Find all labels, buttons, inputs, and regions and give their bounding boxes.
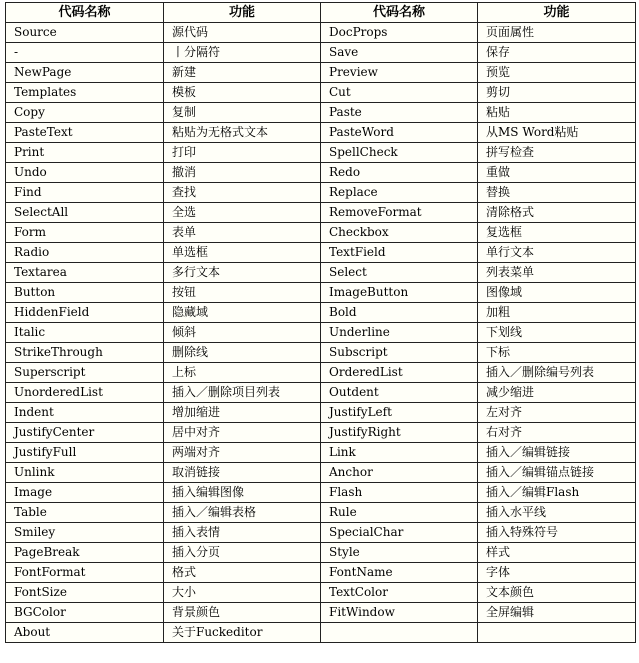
cell-code-name-right: Rule: [321, 503, 478, 523]
cell-function-right: 单行文本: [478, 243, 636, 263]
cell-function-left: 按钮: [164, 283, 321, 303]
cell-function-left: 插入分页: [164, 543, 321, 563]
table-row: [6, 183, 636, 203]
cell-function-right: 右对齐: [478, 423, 636, 443]
cell-code-name-left: StrikeThrough: [6, 343, 164, 363]
cell-code-name-left: Undo: [6, 163, 164, 183]
cell-function-right: 列表菜单: [478, 263, 636, 283]
cell-function-left: 撤消: [164, 163, 321, 183]
cell-function-right: 文本颜色: [478, 583, 636, 603]
cell-code-name-left: Button: [6, 283, 164, 303]
table-row: [6, 223, 636, 243]
cropped-footer-text: [482, 658, 632, 663]
table-row: [6, 523, 636, 543]
cell-code-name-left: Textarea: [6, 263, 164, 283]
cell-function-right: 插入水平线: [478, 503, 636, 523]
cell-code-name-left: Unlink: [6, 463, 164, 483]
cell-function-left: 表单: [164, 223, 321, 243]
table-body: [6, 23, 636, 643]
cell-code-name-right: Bold: [321, 303, 478, 323]
cell-code-name-right: FontName: [321, 563, 478, 583]
cell-function-left: 单选框: [164, 243, 321, 263]
cell-code-name-left: BGColor: [6, 603, 164, 623]
cell-function-right: 页面属性: [478, 23, 636, 43]
cell-code-name-right: Outdent: [321, 383, 478, 403]
cell-code-name-left: FontSize: [6, 583, 164, 603]
table-row: [6, 383, 636, 403]
cell-function-right: [478, 623, 636, 643]
cell-function-right: 下标: [478, 343, 636, 363]
cell-code-name-right: [321, 623, 478, 643]
cell-code-name-right: FitWindow: [321, 603, 478, 623]
cell-code-name-right: OrderedList: [321, 363, 478, 383]
cell-code-name-right: Replace: [321, 183, 478, 203]
table-row: [6, 563, 636, 583]
cell-function-left: 查找: [164, 183, 321, 203]
cell-code-name-left: Superscript: [6, 363, 164, 383]
cell-function-right: 样式: [478, 543, 636, 563]
cell-function-left: 上标: [164, 363, 321, 383]
cell-function-left: 取消链接: [164, 463, 321, 483]
cell-function-left: 复制: [164, 103, 321, 123]
cell-code-name-left: Templates: [6, 83, 164, 103]
table-row: [6, 143, 636, 163]
cell-function-left: 源代码: [164, 23, 321, 43]
table-row: [6, 83, 636, 103]
cell-code-name-left: Table: [6, 503, 164, 523]
cell-code-name-right: Preview: [321, 63, 478, 83]
table-row: [6, 483, 636, 503]
cell-function-left: 粘贴为无格式文本: [164, 123, 321, 143]
cell-code-name-right: Underline: [321, 323, 478, 343]
cell-code-name-left: Form: [6, 223, 164, 243]
header-code-name-right: 代码名称: [321, 3, 478, 23]
table-row: [6, 283, 636, 303]
cell-function-right: 复选框: [478, 223, 636, 243]
table-row: [6, 243, 636, 263]
cell-code-name-right: RemoveFormat: [321, 203, 478, 223]
cell-code-name-left: Copy: [6, 103, 164, 123]
table-row: [6, 263, 636, 283]
cell-function-left: 插入编辑图像: [164, 483, 321, 503]
cell-function-left: 新建: [164, 63, 321, 83]
cell-code-name-left: FontFormat: [6, 563, 164, 583]
fckeditor-toolbar-reference-table: [5, 2, 636, 643]
cell-function-right: 粘贴: [478, 103, 636, 123]
cell-code-name-right: TextColor: [321, 583, 478, 603]
table-row: [6, 23, 636, 43]
cell-code-name-right: Style: [321, 543, 478, 563]
table-row: [6, 543, 636, 563]
cell-function-right: 左对齐: [478, 403, 636, 423]
table-row: [6, 363, 636, 383]
cell-code-name-right: JustifyRight: [321, 423, 478, 443]
cell-code-name-left: PageBreak: [6, 543, 164, 563]
table-row: [6, 583, 636, 603]
cell-function-right: 替换: [478, 183, 636, 203]
table-row: [6, 103, 636, 123]
table-row: [6, 123, 636, 143]
cell-function-left: 隐藏域: [164, 303, 321, 323]
cell-function-right: 减少缩进: [478, 383, 636, 403]
cell-function-left: 背景颜色: [164, 603, 321, 623]
table-row: [6, 323, 636, 343]
cell-code-name-left: Radio: [6, 243, 164, 263]
cell-function-left: 格式: [164, 563, 321, 583]
header-row: [6, 3, 636, 23]
cell-code-name-right: Paste: [321, 103, 478, 123]
cell-function-right: 从MS Word粘贴: [478, 123, 636, 143]
table-row: [6, 163, 636, 183]
table-row: [6, 443, 636, 463]
cell-code-name-right: Subscript: [321, 343, 478, 363]
cell-code-name-left: -: [6, 43, 164, 63]
cell-code-name-right: Redo: [321, 163, 478, 183]
table-row: [6, 63, 636, 83]
cell-function-left: 居中对齐: [164, 423, 321, 443]
table-header: [6, 3, 636, 23]
cell-code-name-right: Cut: [321, 83, 478, 103]
cell-code-name-left: Find: [6, 183, 164, 203]
cell-code-name-left: Source: [6, 23, 164, 43]
table-row: [6, 503, 636, 523]
cell-function-left: 大小: [164, 583, 321, 603]
cell-function-right: 插入特殊符号: [478, 523, 636, 543]
cell-function-left: 全选: [164, 203, 321, 223]
cell-code-name-right: TextField: [321, 243, 478, 263]
cell-code-name-left: SelectAll: [6, 203, 164, 223]
cell-code-name-left: JustifyFull: [6, 443, 164, 463]
cell-code-name-left: HiddenField: [6, 303, 164, 323]
cell-function-right: 保存: [478, 43, 636, 63]
cell-code-name-right: Checkbox: [321, 223, 478, 243]
table-row: [6, 203, 636, 223]
cell-function-left: 丨分隔符: [164, 43, 321, 63]
cell-function-left: 关于Fuckeditor: [164, 623, 321, 643]
table-row: [6, 303, 636, 323]
cell-code-name-right: Link: [321, 443, 478, 463]
cell-function-left: 增加缩进: [164, 403, 321, 423]
cell-function-right: 图像域: [478, 283, 636, 303]
cell-code-name-left: Print: [6, 143, 164, 163]
cell-function-right: 下划线: [478, 323, 636, 343]
cell-function-right: 预览: [478, 63, 636, 83]
cell-function-left: 模板: [164, 83, 321, 103]
header-code-name-left: 代码名称: [6, 3, 164, 23]
table-row: [6, 423, 636, 443]
cell-function-right: 插入／编辑Flash: [478, 483, 636, 503]
cell-function-right: 插入／删除编号列表: [478, 363, 636, 383]
cell-code-name-left: UnorderedList: [6, 383, 164, 403]
cell-code-name-left: Indent: [6, 403, 164, 423]
cell-function-right: 全屏编辑: [478, 603, 636, 623]
table-row: [6, 403, 636, 423]
table-row: [6, 463, 636, 483]
cell-function-left: 插入表情: [164, 523, 321, 543]
cell-code-name-right: ImageButton: [321, 283, 478, 303]
cell-code-name-right: SpecialChar: [321, 523, 478, 543]
cell-function-left: 倾斜: [164, 323, 321, 343]
cell-function-right: 重做: [478, 163, 636, 183]
header-function-right: 功能: [478, 3, 636, 23]
cell-function-left: 两端对齐: [164, 443, 321, 463]
cell-function-right: 插入／编辑锚点链接: [478, 463, 636, 483]
cell-code-name-left: JustifyCenter: [6, 423, 164, 443]
cell-function-left: 插入／编辑表格: [164, 503, 321, 523]
cell-code-name-left: Italic: [6, 323, 164, 343]
cell-function-left: 多行文本: [164, 263, 321, 283]
table-row: [6, 43, 636, 63]
table-row: [6, 603, 636, 623]
cell-code-name-left: PasteText: [6, 123, 164, 143]
cell-code-name-right: SpellCheck: [321, 143, 478, 163]
cell-function-left: 删除线: [164, 343, 321, 363]
cell-function-right: 拼写检查: [478, 143, 636, 163]
table-row: [6, 623, 636, 643]
cell-function-left: 打印: [164, 143, 321, 163]
cell-function-right: 剪切: [478, 83, 636, 103]
cell-code-name-left: NewPage: [6, 63, 164, 83]
table-row: [6, 343, 636, 363]
cell-code-name-right: Save: [321, 43, 478, 63]
cell-code-name-right: JustifyLeft: [321, 403, 478, 423]
cell-function-right: 插入／编辑链接: [478, 443, 636, 463]
cell-code-name-left: Smiley: [6, 523, 164, 543]
cell-function-right: 字体: [478, 563, 636, 583]
cell-code-name-right: DocProps: [321, 23, 478, 43]
cell-code-name-right: Anchor: [321, 463, 478, 483]
header-function-left: 功能: [164, 3, 321, 23]
cell-function-right: 清除格式: [478, 203, 636, 223]
cell-code-name-left: Image: [6, 483, 164, 503]
cell-function-right: 加粗: [478, 303, 636, 323]
cell-code-name-right: Flash: [321, 483, 478, 503]
cell-code-name-left: About: [6, 623, 164, 643]
cell-code-name-right: PasteWord: [321, 123, 478, 143]
cell-function-left: 插入／删除项目列表: [164, 383, 321, 403]
cell-code-name-right: Select: [321, 263, 478, 283]
